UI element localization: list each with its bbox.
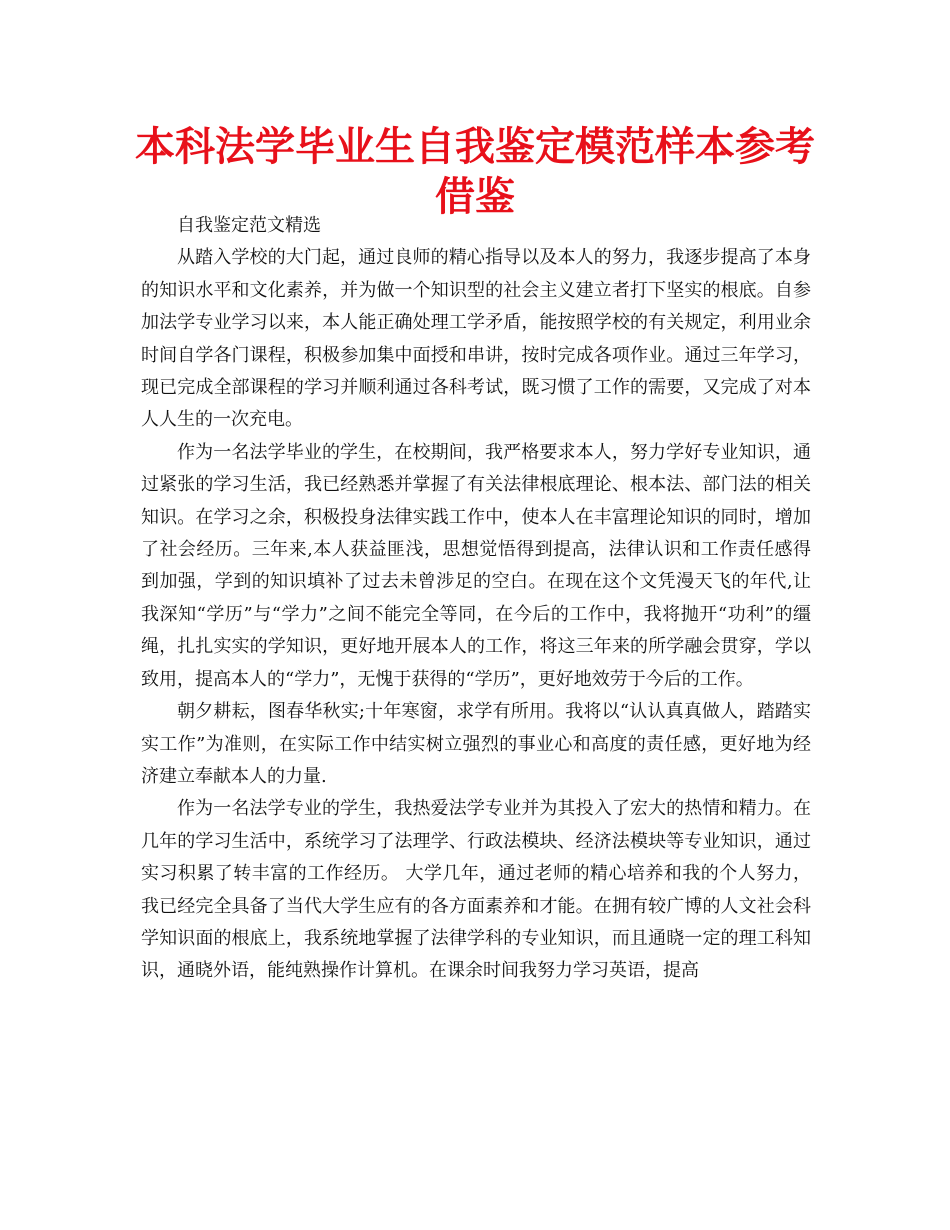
paragraph-3: 朝夕耕耘，图春华秋实;十年寒窗，求学有所用。我将以“认认真真做人，踏踏实实工作”为准则，在实际工作中结实树立强烈的事业心和高度的责任感，更好地为经济建立奉献本人的力量. (141, 701, 811, 787)
section-heading: 自我鉴定范文精选 (177, 215, 321, 236)
paragraph-2: 作为一名法学毕业的学生，在校期间，我严格要求本人，努力学好专业知识，通过紧张的学习生活，我已经熟悉并掌握了有关法律根底理论、根本法、部门法的相关知识。在学习之余，积极投身法律实践工作中，使本人在丰富理论知识的同时，增加了社会经历。三年来,本人获益匪浅，思想觉悟得到提高，法律认识和工作责任感得到加强，学到的知识填补了过去未曾涉足的空白。在现在这个文凭漫天飞的年代,让我深知“学历”与“学力”之间不能完全等同，在今后的工作中，我将抛开“功利”的缰绳，扎扎实实的学知识，更好地开展本人的工作，将这三年来的所学融会贯穿，学以致用，提高本人的“学力”，无愧于获得的“学历”，更好地效劳于今后的工作。 (141, 441, 811, 690)
paragraph-1: 从踏入学校的大门起，通过良师的精心指导以及本人的努力，我逐步提高了本身的知识水平和文化素养，并为做一个知识型的社会主义建立者打下坚实的根底。自参加法学专业学习以来，本人能正确处理工学矛盾，能按照学校的有关规定，利用业余时间自学各门课程，积极参加集中面授和串讲，按时完成各项作业。通过三年学习，现已完成全部课程的学习并顺利通过各科考试，既习惯了工作的需要，又完成了对本人人生的一次充电。 (141, 247, 811, 431)
paragraph-4: 作为一名法学专业的学生，我热爱法学专业并为其投入了宏大的热情和精力。在几年的学习生活中，系统学习了法理学、行政法模块、经济法模块等专业知识，通过实习积累了转丰富的工作经历。 大学几年，通过老师的精心培养和我的个人努力，我已经完全具备了当代大学生应有的各方面素养和才能。在拥有较广博的人文社会科学知识面的根底上，我系统地掌握了法律学科的专业知识，而且通晓一定的理工科知识，通晓外语，能纯熟操作计算机。在课余时间我努力学习英语，提高 (141, 798, 811, 982)
document-body (141, 210, 811, 988)
document-title: 本科法学毕业生自我鉴定模范样本参考借鉴 (135, 124, 815, 220)
